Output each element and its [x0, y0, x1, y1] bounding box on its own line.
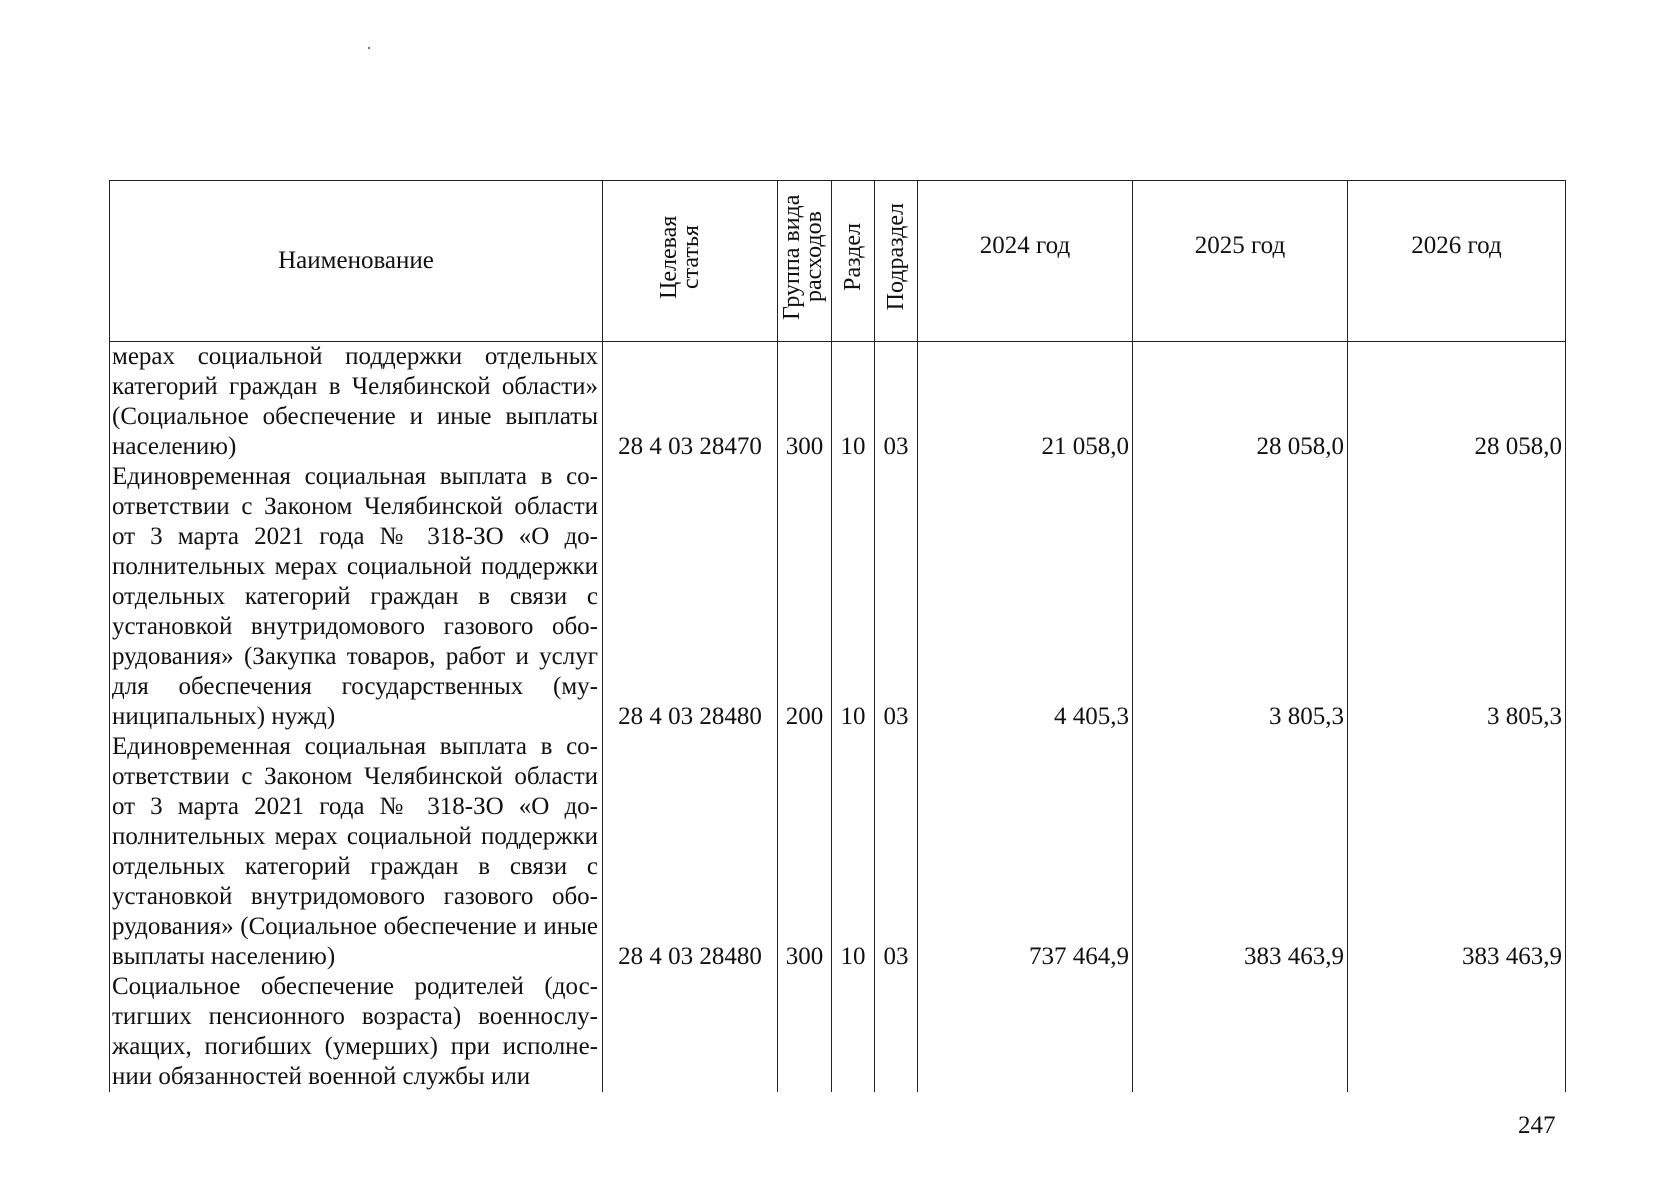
- row-value-2026: 28 058,0: [1348, 342, 1566, 463]
- row-value-2025: 28 058,0: [1133, 342, 1348, 463]
- row-value-2025: [1133, 972, 1348, 1092]
- header-row: [110, 181, 1566, 342]
- row-name: мерах социальной поддержки отдельных категорий граждан в Челябинской области» (Социальное обеспечение и иные выплаты населению): [110, 342, 603, 463]
- row-target-article: 28 4 03 28480: [603, 732, 778, 972]
- header-subsection-label: Подраздел: [883, 203, 909, 311]
- page-number: 247: [1518, 1112, 1556, 1139]
- header-year-2026: [1348, 181, 1566, 342]
- row-section: 10: [832, 342, 875, 463]
- row-subsection: 03: [875, 732, 918, 972]
- row-target-article: 28 4 03 28470: [603, 342, 778, 463]
- table-header: [110, 181, 1566, 342]
- table-body: [110, 342, 1566, 1093]
- header-year-2025-label: 2025 год: [1194, 232, 1286, 259]
- row-section: [832, 972, 875, 1092]
- row-name: Единовременная социальная выплата в соответствии с Законом Челябинской области от 3 марта 2021 года № 318-ЗО «О дополнительных мерах социальной поддержки отдельных категорий граждан в связи с установкой внутридомового газового оборудования» (Социальное обеспечение и иные выплаты населению): [110, 732, 603, 972]
- row-target-article: [603, 972, 778, 1092]
- row-value-2025: 383 463,9: [1133, 732, 1348, 972]
- row-value-2026: 3 805,3: [1348, 462, 1566, 732]
- table-row: [110, 972, 1566, 1092]
- scan-speck: [368, 47, 370, 49]
- row-value-2024: [918, 972, 1133, 1092]
- header-subsection: [875, 181, 918, 342]
- row-value-2024: 737 464,9: [918, 732, 1133, 972]
- header-name-label: Наименование: [278, 247, 434, 274]
- row-expense-group: 200: [778, 462, 832, 732]
- row-subsection: 03: [875, 342, 918, 463]
- table-row: [110, 462, 1566, 732]
- row-section: 10: [832, 732, 875, 972]
- table-row: [110, 342, 1566, 463]
- row-value-2025: 3 805,3: [1133, 462, 1348, 732]
- row-value-2026: [1348, 972, 1566, 1092]
- row-name: Социальное обеспечение родителей (достигших пенсионного возраста) военнослужащих, погибших (умерших) при исполнении обязанностей военной службы или: [110, 972, 603, 1092]
- row-value-2026: 383 463,9: [1348, 732, 1566, 972]
- header-section-label: Раздел: [840, 223, 866, 291]
- row-section: 10: [832, 462, 875, 732]
- row-expense-group: [778, 972, 832, 1092]
- header-expense-group-label: Группа вида расходов: [778, 194, 827, 320]
- row-subsection: 03: [875, 462, 918, 732]
- row-subsection: [875, 972, 918, 1092]
- header-expense-group: [778, 181, 832, 342]
- header-year-2026-label: 2026 год: [1411, 232, 1502, 259]
- header-year-2025: [1133, 181, 1348, 342]
- row-target-article: 28 4 03 28480: [603, 462, 778, 732]
- header-year-2024: [918, 181, 1133, 342]
- header-year-2024-label: 2024 год: [979, 232, 1071, 259]
- header-section: [832, 181, 875, 342]
- row-name: Единовременная социальная выплата в соответствии с Законом Челябинской области от 3 марта 2021 года № 318-ЗО «О дополнительных мерах социальной поддержки отдельных категорий граждан в связи с установкой внутридомового газового оборудования» (Закупка товаров, работ и услуг для обеспечения государственных (муниципальных) нужд): [110, 462, 603, 732]
- header-target-article-label: Целевая статья: [656, 215, 704, 299]
- header-name: [110, 181, 603, 342]
- row-value-2024: 21 058,0: [918, 342, 1133, 463]
- row-value-2024: 4 405,3: [918, 462, 1133, 732]
- row-expense-group: 300: [778, 342, 832, 463]
- table-row: [110, 732, 1566, 972]
- budget-table: [109, 180, 1566, 1092]
- row-expense-group: 300: [778, 732, 832, 972]
- header-target-article: [603, 181, 778, 342]
